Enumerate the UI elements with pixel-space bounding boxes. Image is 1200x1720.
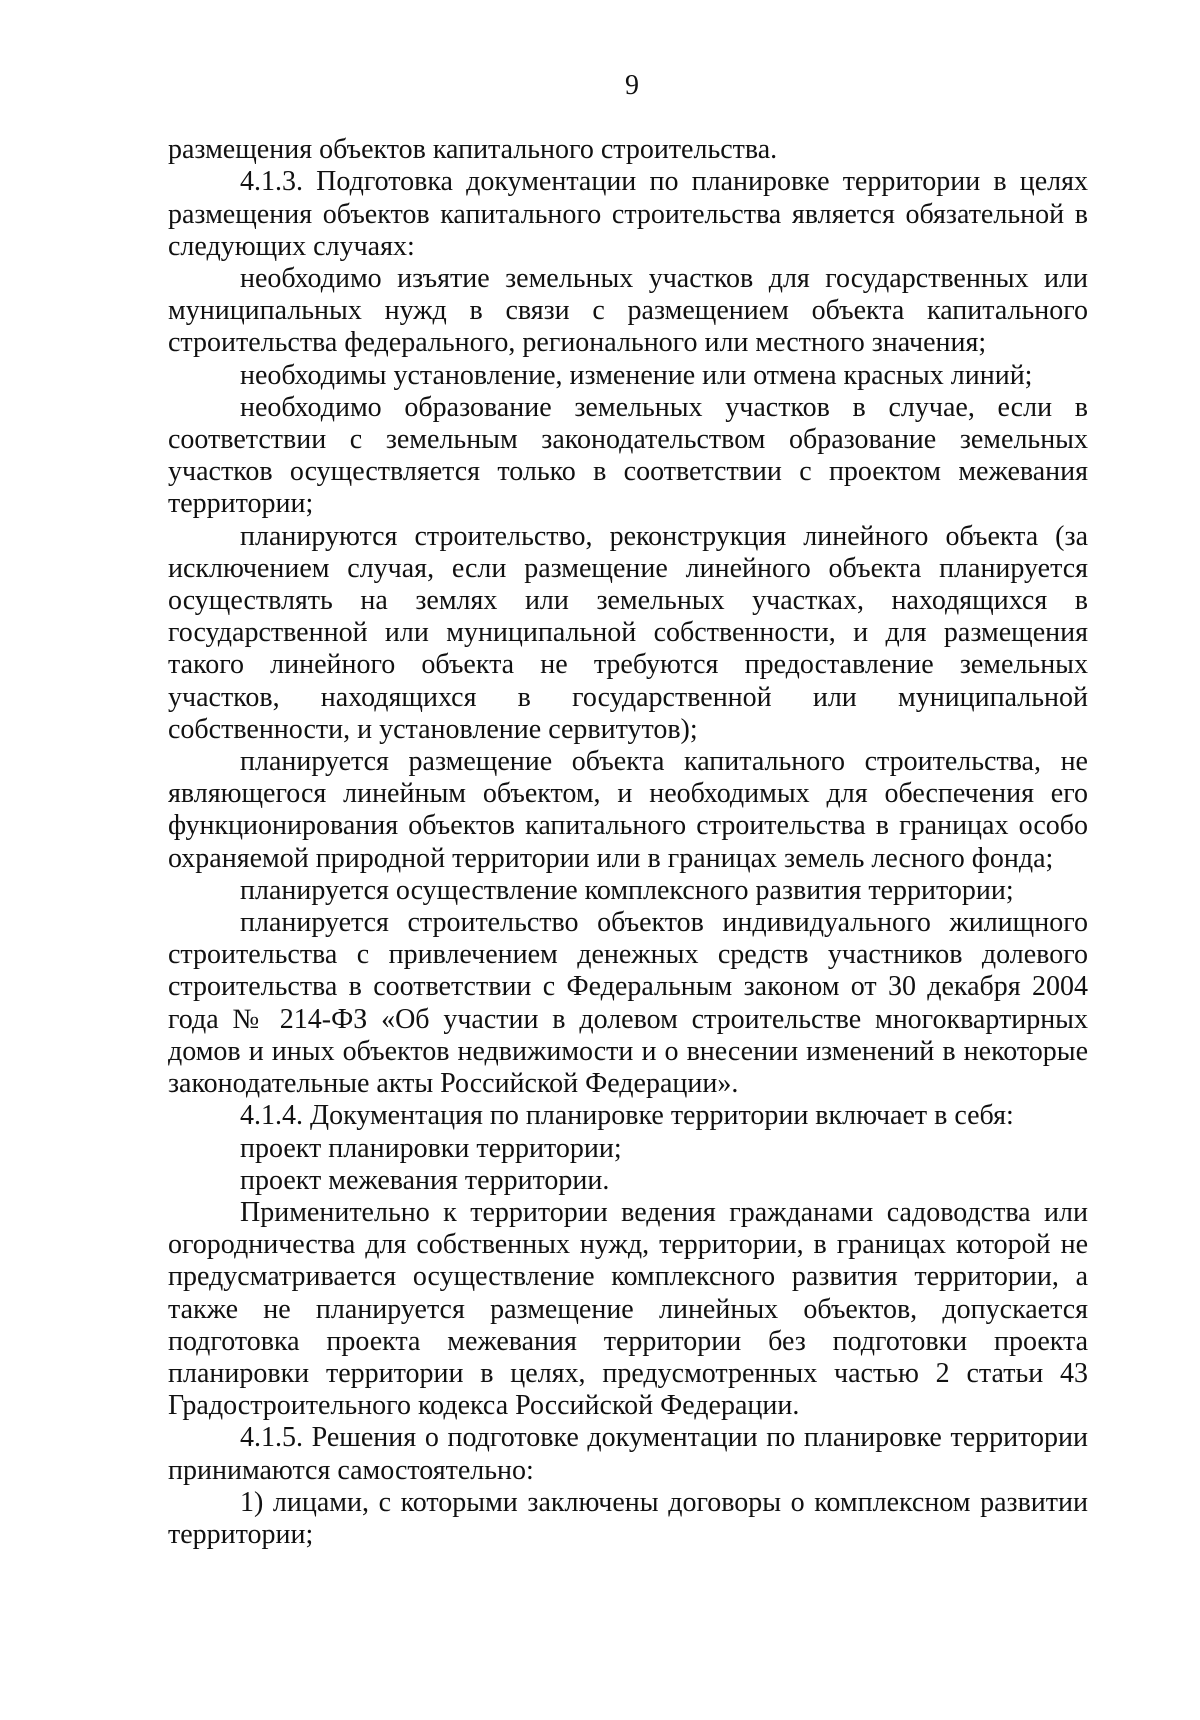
- list-item-planning-project: проект планировки территории;: [240, 1132, 622, 1164]
- list-item-surveying-project: проект межевания территории.: [240, 1164, 610, 1196]
- list-item-land-seizure: необходимо изъятие земельных участков для государственных или муниципальных нужд в связи с размещением объекта капитального строительства федерального, регионального или местного значения;: [168, 263, 1088, 359]
- list-item-red-lines: необходимы установление, изменение или отмена красных линий;: [240, 359, 1033, 391]
- list-item-linear-object: планируются строительство, реконструкция линейного объекта (за исключением случая, если размещение линейного объекта планируется осуществлять на землях или земельных участках, находящихся в государственной или муниципальной собственности, и для размещения такого линейного объекта не требуются предоставление земельных участков, находящихся в государственной или муниципальной собственности, и установление сервитутов);: [168, 520, 1088, 745]
- list-item-land-formation: необходимо образование земельных участков в случае, если в соответствии с земельным законодательством образование земельных участков осуществляется только в соответствии с проектом межевания территории;: [168, 391, 1088, 520]
- paragraph-continuation: размещения объектов капитального строительства.: [168, 134, 778, 166]
- list-item-1: 1) лицами, с которыми заключены договоры о комплексном развитии территории;: [168, 1486, 1088, 1550]
- list-item-individual-housing: планируется строительство объектов индивидуального жилищного строительства с привлечением денежных средств участников долевого строительства в соответствии с Федеральным законом от 30 декабря 2004 года № 214-ФЗ «Об участии в долевом строительстве многоквартирных домов и иных объектов недвижимости и о внесении изменений в некоторые законодательные акты Российской Федерации».: [168, 907, 1088, 1100]
- list-item-complex-development: планируется осуществление комплексного развития территории;: [240, 874, 1014, 906]
- list-item-protected-territory: планируется размещение объекта капитального строительства, не являющегося линейным объектом, и необходимых для обеспечения его функционирования объектов капитального строительства в границах особо охраняемой природной территории или в границах земель лесного фонда;: [168, 746, 1088, 874]
- paragraph-4-1-5: 4.1.5. Решения о подготовке документации по планировке территории принимаются самостоятельно:: [168, 1422, 1088, 1486]
- page-number: 9: [625, 70, 639, 101]
- paragraph-4-1-3: 4.1.3. Подготовка документации по планировке территории в целях размещения объектов капитального строительства является обязательной в следующих случаях:: [168, 166, 1088, 262]
- paragraph-gardening-territory: Применительно к территории ведения гражданами садоводства или огородничества для собственных нужд, территории, в границах которой не предусматривается осуществление комплексного развития территории, а также не планируется размещение линейных объектов, допускается подготовка проекта межевания территории без подготовки проекта планировки территории в целях, предусмотренных частью 2 статьи 43 Градостроительного кодекса Российской Федерации.: [168, 1196, 1088, 1422]
- paragraph-4-1-4: 4.1.4. Документация по планировке территории включает в себя:: [240, 1100, 1014, 1132]
